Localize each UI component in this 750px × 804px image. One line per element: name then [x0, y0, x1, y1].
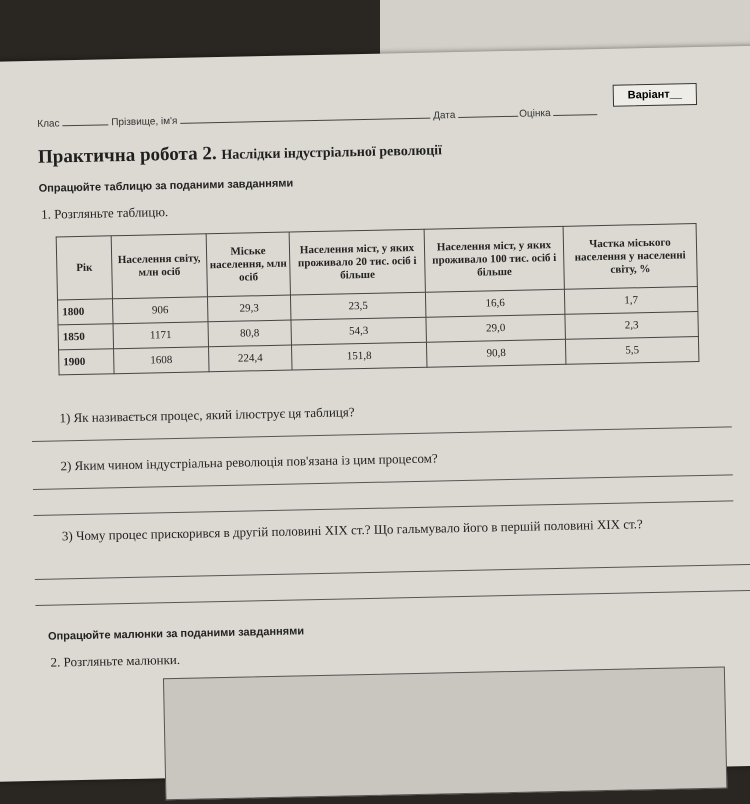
class-field[interactable] — [37, 114, 108, 129]
answer-line[interactable] — [35, 564, 750, 580]
question-3: 3) Чому процес прискорився в другій половині XIX ст.? Що гальмувало його в першій половині XIX ст.? — [61, 516, 643, 544]
cell-value: 54,3 — [291, 317, 426, 345]
question-2: 2) Яким чином індустріальна революція пов'язана із цим процесом? — [60, 450, 438, 474]
section2-task: 2. Розгляньте малюнки. — [50, 651, 181, 670]
title-main: Практична робота 2. — [37, 143, 217, 168]
section1-task: 1. Розгляньте таблицю. — [41, 204, 169, 222]
name-field[interactable] — [111, 108, 430, 129]
answer-line[interactable] — [33, 474, 733, 490]
cell-value: 2,3 — [565, 312, 698, 340]
header-year: Рік — [56, 236, 112, 300]
answer-line[interactable] — [32, 426, 732, 442]
date-label: Дата — [433, 110, 456, 122]
cell-value: 23,5 — [290, 292, 425, 320]
variant-box[interactable]: Варіант__ — [613, 83, 697, 107]
cell-value: 16,6 — [425, 289, 564, 317]
cell-value: 5,5 — [565, 337, 698, 365]
section2-instruction: Опрацюйте малюнки за поданими завданнями — [47, 625, 305, 643]
page-title — [38, 138, 442, 168]
header-cities-20k: Населення міст, у яких проживало 20 тис. осіб і більше — [289, 229, 425, 295]
cell-value: 29,0 — [426, 314, 565, 342]
date-field[interactable] — [433, 106, 518, 122]
title-sub: Наслідки індустріальної революції — [221, 143, 443, 163]
cell-value: 80,8 — [208, 320, 292, 347]
variant-label: Варіант — [627, 88, 670, 102]
header-urban-share: Частка міського населення у населенні світу, % — [563, 224, 697, 290]
cell-year: 1900 — [59, 349, 115, 375]
name-label: Прізвище, ім'я — [111, 115, 178, 129]
worksheet-page — [0, 45, 750, 781]
header-urban-population: Міське населення, млн осіб — [206, 232, 290, 297]
header-world-population: Населення світу, млн осіб — [111, 234, 207, 299]
cell-value: 224,4 — [209, 345, 293, 372]
header-cities-100k: Населення міст, у яких проживало 100 тис. осіб і більше — [424, 226, 564, 292]
answer-line[interactable] — [35, 590, 750, 606]
cell-value: 1171 — [113, 322, 209, 349]
illustration-image — [163, 667, 727, 801]
cell-value: 151,8 — [291, 342, 426, 370]
cell-year: 1850 — [58, 324, 114, 350]
answer-line[interactable] — [33, 500, 733, 516]
cell-value: 906 — [112, 297, 208, 324]
grade-field[interactable] — [519, 104, 597, 120]
class-label: Клас — [37, 118, 60, 130]
cell-value: 1608 — [114, 347, 210, 374]
grade-label: Оцінка — [519, 108, 551, 120]
cell-value: 1,7 — [564, 287, 697, 315]
population-table — [56, 223, 700, 375]
question-1: 1) Як називається процес, який ілюструє ця таблиця? — [59, 404, 355, 426]
cell-value: 29,3 — [207, 295, 291, 322]
cell-year: 1800 — [57, 299, 113, 325]
section1-instruction: Опрацюйте таблицю за поданими завданнями — [38, 177, 294, 195]
cell-value: 90,8 — [426, 339, 565, 367]
